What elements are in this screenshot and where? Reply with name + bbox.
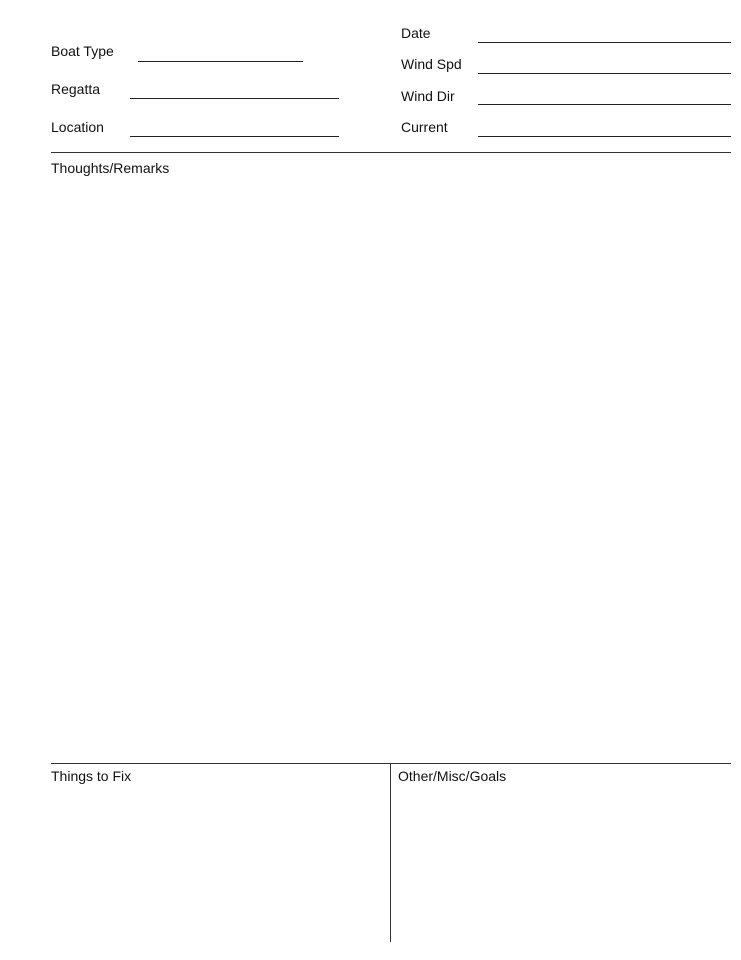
wind-speed-field[interactable]: [478, 73, 731, 74]
regatta-field[interactable]: [130, 98, 339, 99]
wind-direction-field[interactable]: [478, 104, 731, 105]
things-to-fix-label: Things to Fix: [51, 768, 132, 784]
thoughts-remarks-label: Thoughts/Remarks: [51, 160, 170, 176]
wind-direction-label: Wind Dir: [401, 88, 455, 104]
date-field[interactable]: [478, 42, 731, 43]
other-misc-goals-label: Other/Misc/Goals: [398, 768, 507, 784]
location-field[interactable]: [130, 136, 339, 137]
bottom-vertical-divider: [390, 763, 391, 942]
thoughts-remarks-area[interactable]: [51, 180, 731, 758]
current-label: Current: [401, 119, 448, 135]
location-label: Location: [51, 119, 104, 135]
things-to-fix-area[interactable]: [51, 788, 386, 938]
regatta-label: Regatta: [51, 81, 101, 97]
header-divider: [51, 152, 731, 153]
boat-type-label: Boat Type: [51, 43, 114, 59]
current-field[interactable]: [478, 136, 731, 137]
date-label: Date: [401, 25, 431, 41]
boat-type-field[interactable]: [138, 61, 303, 62]
other-misc-goals-area[interactable]: [398, 788, 731, 938]
bottom-divider: [51, 763, 731, 764]
wind-speed-label: Wind Spd: [401, 56, 462, 72]
